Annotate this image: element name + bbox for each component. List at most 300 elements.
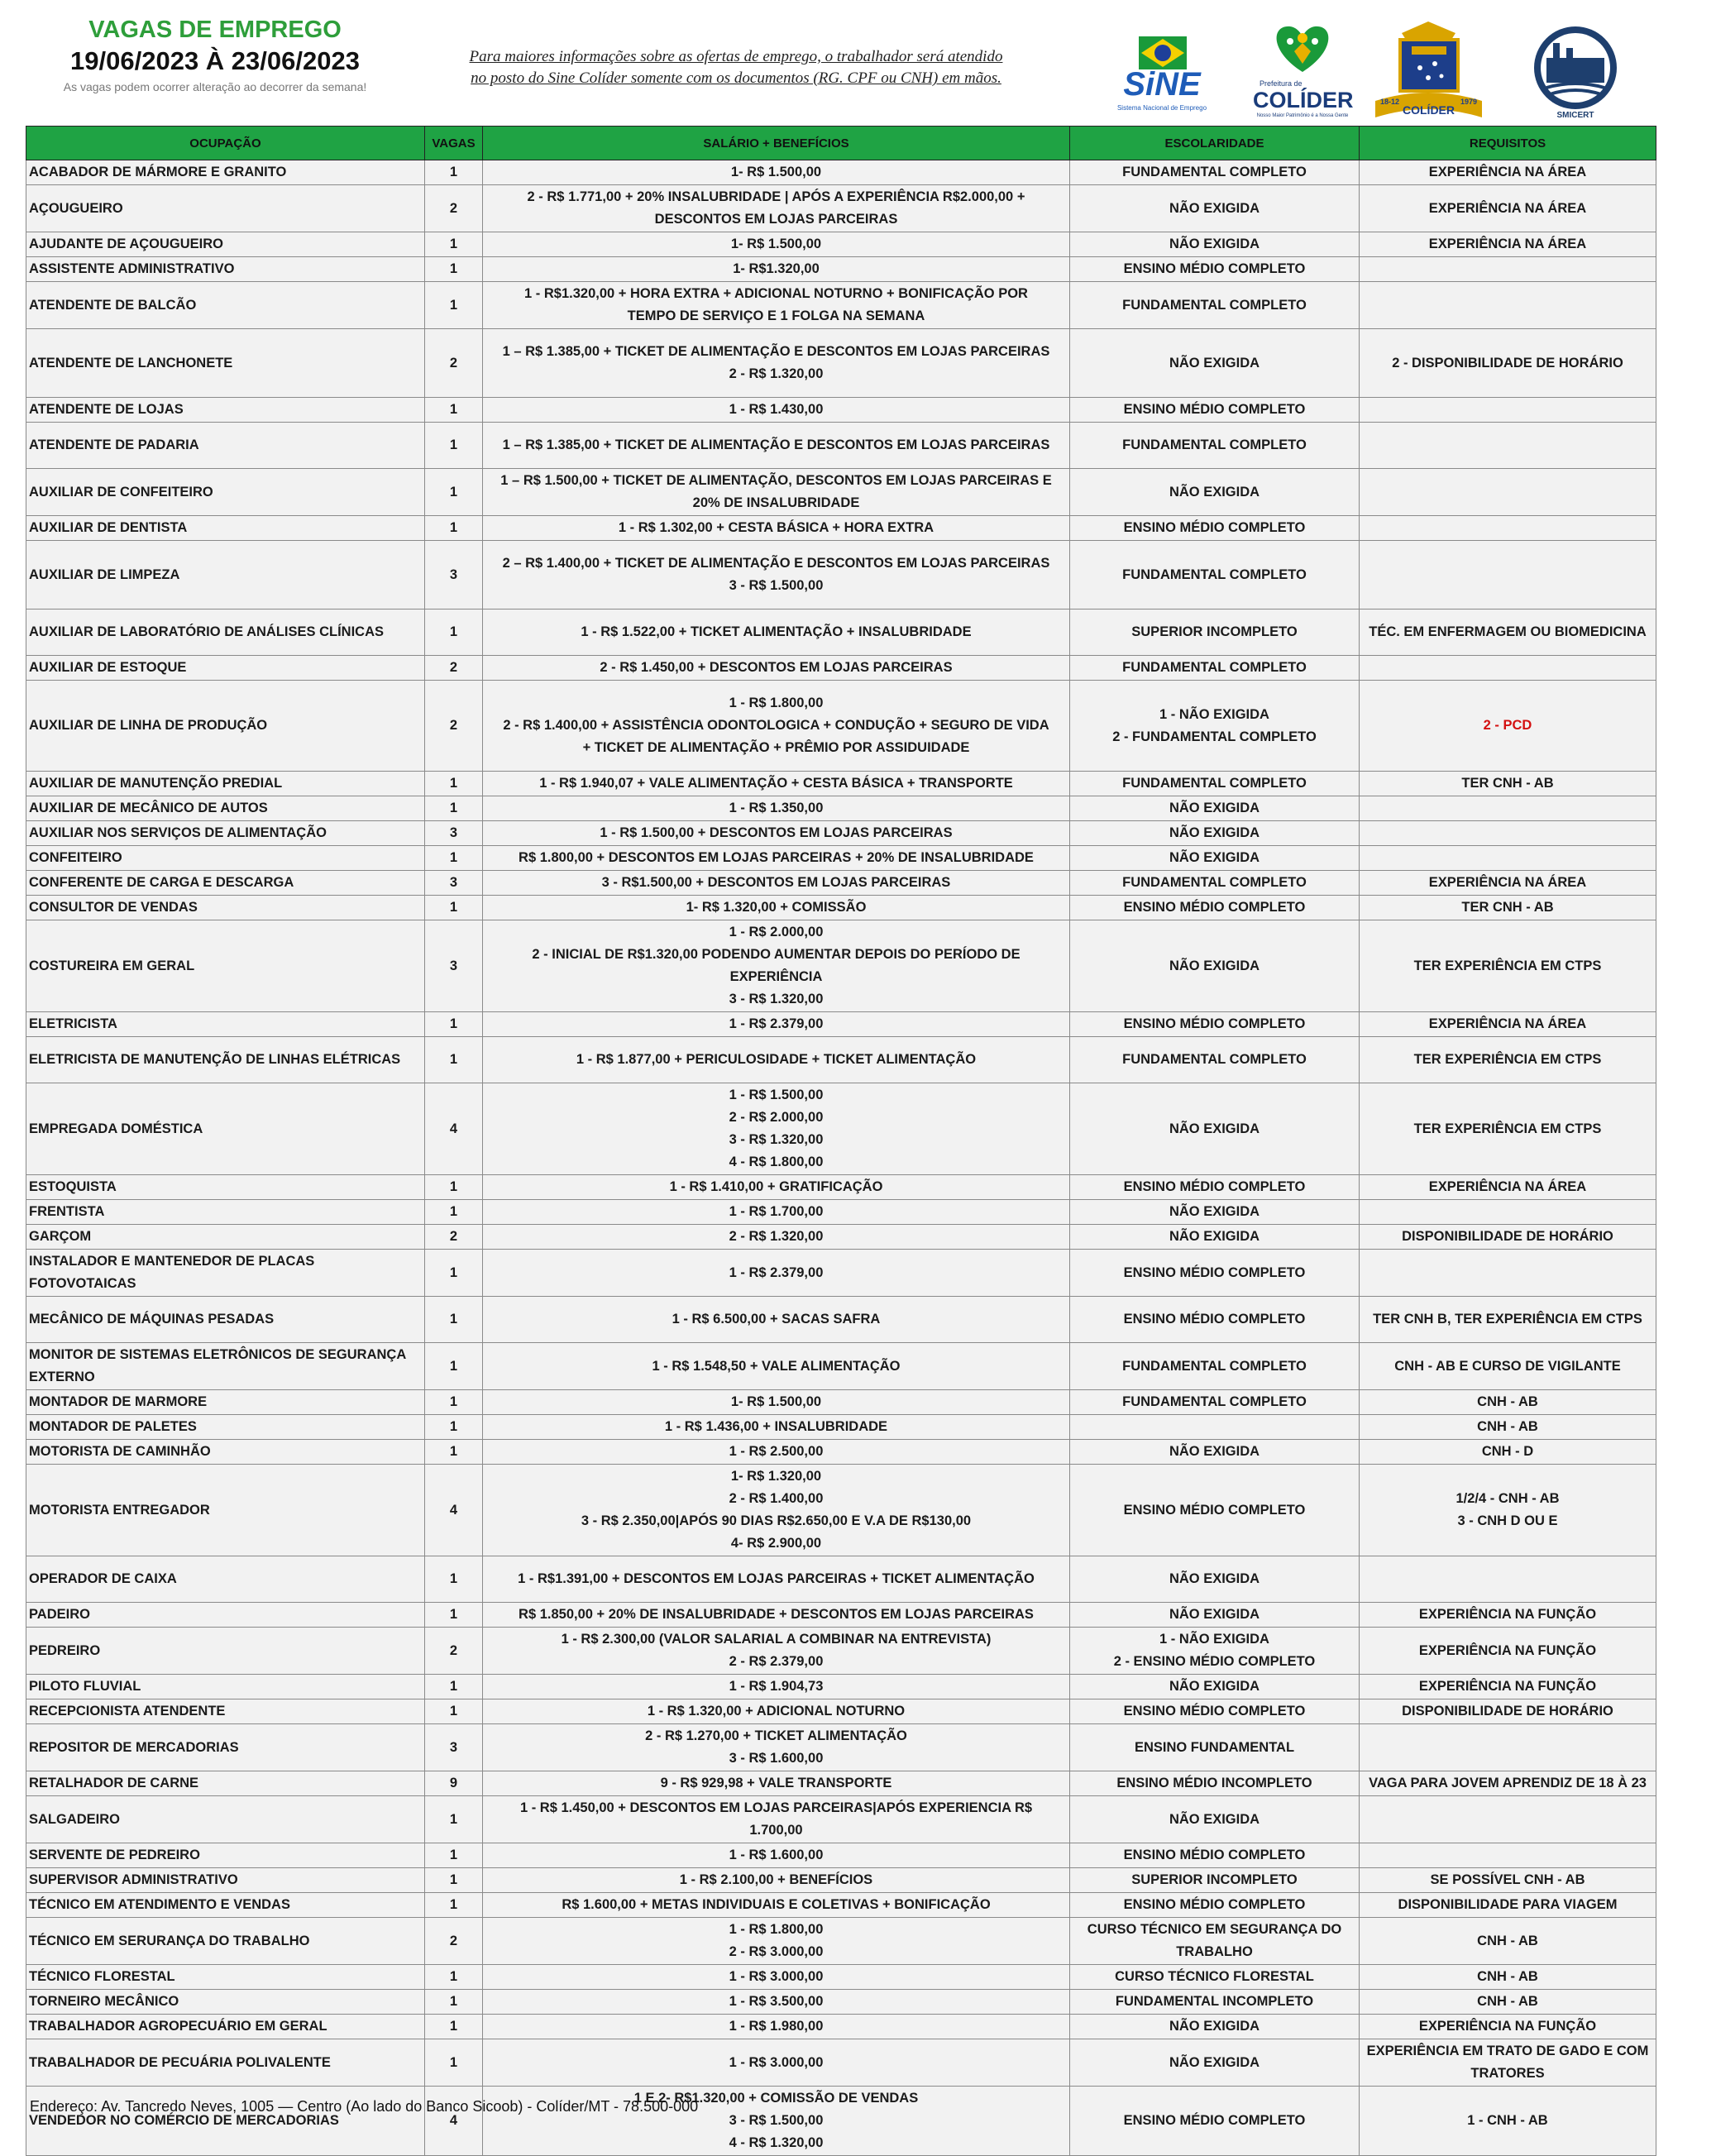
- salary-line: 2 - R$ 1.771,00 + 20% INSALUBRIDADE | APÓS A EXPERIÊNCIA R$2.000,00 +: [527, 189, 1025, 204]
- salary-cell: [483, 1918, 1070, 1965]
- table-row: [26, 772, 1656, 796]
- col-header-education: ESCOLARIDADE: [1070, 127, 1360, 160]
- education-cell: [1070, 1250, 1360, 1297]
- col-header-salary: SALÁRIO + BENEFÍCIOS: [483, 127, 1070, 160]
- vacancies-cell: 1: [425, 1250, 483, 1297]
- occupation-cell: RETALHADOR DE CARNE: [26, 1771, 425, 1796]
- requirements-cell: [1360, 1724, 1656, 1771]
- requirements-cell: [1360, 2087, 1656, 2156]
- salary-cell: [483, 398, 1070, 423]
- occupation-cell: ELETRICISTA DE MANUTENÇÃO DE LINHAS ELÉTRICAS: [26, 1037, 425, 1083]
- brasao-left-date: 18-12: [1380, 98, 1400, 106]
- salary-cell: [483, 821, 1070, 846]
- education-line: 1 - NÃO EXIGIDA: [1159, 706, 1269, 722]
- salary-line: 4 - R$ 1.320,00: [729, 2135, 824, 2150]
- requirement-line: CNH - AB: [1477, 1994, 1538, 2009]
- occupation-cell: MOTORISTA ENTREGADOR: [26, 1465, 425, 1556]
- salary-cell: [483, 1250, 1070, 1297]
- occupation-cell: CONFEITEIRO: [26, 846, 425, 871]
- table-row: [26, 1796, 1656, 1843]
- table-row: [26, 1083, 1656, 1175]
- requirement-line: 2 - PCD: [1483, 718, 1532, 733]
- requirements-cell: [1360, 796, 1656, 821]
- date-range: 19/06/2023 À 23/06/2023: [70, 46, 360, 75]
- vacancies-cell: 1: [425, 1843, 483, 1868]
- education-line: NÃO EXIGIDA: [1169, 801, 1260, 815]
- salary-cell: [483, 1465, 1070, 1556]
- salary-line: 1 - R$1.391,00 + DESCONTOS EM LOJAS PARCEIRAS + TICKET ALIMENTAÇÃO: [518, 1571, 1035, 1586]
- requirement-line: EXPERIÊNCIA EM TRATO DE GADO E COM: [1366, 2044, 1649, 2058]
- occupation-cell: CONFERENTE DE CARGA E DESCARGA: [26, 871, 425, 896]
- requirement-line: EXPERIÊNCIA NA FUNÇÃO: [1418, 2019, 1597, 2034]
- education-line: ENSINO MÉDIO COMPLETO: [1123, 402, 1306, 417]
- occupation-cell: ATENDENTE DE LOJAS: [26, 398, 425, 423]
- salary-cell: [483, 1699, 1070, 1724]
- requirements-cell: [1360, 821, 1656, 846]
- education-line: ENSINO MÉDIO COMPLETO: [1123, 1848, 1306, 1862]
- education-cell: [1070, 2039, 1360, 2087]
- occupation-cell: TORNEIRO MECÂNICO: [26, 1990, 425, 2015]
- salary-line: 9 - R$ 929,98 + VALE TRANSPORTE: [660, 1776, 892, 1790]
- education-cell: [1070, 1200, 1360, 1225]
- vacancies-cell: 3: [425, 821, 483, 846]
- occupation-cell: RECEPCIONISTA ATENDENTE: [26, 1699, 425, 1724]
- vacancies-cell: 1: [425, 1603, 483, 1628]
- occupation-cell: COSTUREIRA EM GERAL: [26, 920, 425, 1012]
- occupation-cell: ACABADOR DE MÁRMORE E GRANITO: [26, 160, 425, 185]
- vacancies-cell: 1: [425, 1343, 483, 1390]
- education-cell: [1070, 516, 1360, 541]
- education-cell: [1070, 1628, 1360, 1675]
- occupation-cell: TÉCNICO EM ATENDIMENTO E VENDAS: [26, 1893, 425, 1918]
- occupation-cell: AUXILIAR DE ESTOQUE: [26, 656, 425, 681]
- occupation-cell: AUXILIAR DE LINHA DE PRODUÇÃO: [26, 681, 425, 772]
- table-row: [26, 2087, 1656, 2156]
- vacancies-cell: 3: [425, 541, 483, 610]
- salary-line: 1- R$ 1.500,00: [730, 237, 822, 251]
- table-row: [26, 469, 1656, 516]
- requirements-cell: [1360, 1918, 1656, 1965]
- vacancies-cell: 3: [425, 920, 483, 1012]
- requirement-line: EXPERIÊNCIA NA ÁREA: [1428, 1016, 1587, 1031]
- salary-line: DESCONTOS EM LOJAS PARCEIRAS: [654, 212, 898, 227]
- requirements-cell: [1360, 1675, 1656, 1699]
- table-row: [26, 232, 1656, 257]
- requirements-cell: [1360, 1556, 1656, 1603]
- salary-line: 1 - R$ 2.379,00: [729, 1264, 824, 1280]
- salary-cell: [483, 2039, 1070, 2087]
- education-line: ENSINO FUNDAMENTAL: [1134, 1739, 1295, 1755]
- salary-cell: [483, 1343, 1070, 1390]
- salary-cell: [483, 257, 1070, 282]
- occupation-cell: MONTADOR DE MARMORE: [26, 1390, 425, 1415]
- table-row: [26, 1037, 1656, 1083]
- salary-line: 1 - R$ 2.500,00: [729, 1444, 824, 1459]
- salary-cell: [483, 185, 1070, 232]
- requirements-cell: [1360, 846, 1656, 871]
- requirement-line: CNH - D: [1481, 1444, 1534, 1459]
- requirements-cell: [1360, 656, 1656, 681]
- requirements-cell: [1360, 1893, 1656, 1918]
- requirement-line: CNH - AB: [1477, 1933, 1538, 1948]
- vacancies-cell: 1: [425, 1415, 483, 1440]
- prefeitura-logo: [1253, 18, 1352, 124]
- requirement-line: 1/2/4 - CNH - AB: [1455, 1491, 1560, 1506]
- salary-line: 2 - R$ 2.379,00: [729, 1654, 824, 1669]
- page-title: VAGAS DE EMPREGO: [88, 17, 342, 43]
- education-line: ENSINO MÉDIO COMPLETO: [1123, 900, 1306, 915]
- table-row: [26, 329, 1656, 398]
- requirement-line: CNH - AB: [1477, 1969, 1538, 1984]
- salary-cell: [483, 1868, 1070, 1893]
- table-row: [26, 821, 1656, 846]
- vacancies-cell: 4: [425, 2087, 483, 2156]
- salary-cell: [483, 2087, 1070, 2156]
- requirements-cell: [1360, 1699, 1656, 1724]
- salary-cell: [483, 610, 1070, 656]
- education-cell: [1070, 1225, 1360, 1250]
- salary-line: R$ 1.800,00 + DESCONTOS EM LOJAS PARCEIRAS + 20% DE INSALUBRIDADE: [519, 850, 1034, 865]
- education-line: FUNDAMENTAL COMPLETO: [1122, 297, 1307, 313]
- requirement-line: EXPERIÊNCIA NA FUNÇÃO: [1418, 1679, 1597, 1694]
- education-line: ENSINO MÉDIO COMPLETO: [1123, 261, 1306, 276]
- salary-line: 1 - R$ 3.500,00: [729, 1994, 824, 2009]
- salary-cell: [483, 1175, 1070, 1200]
- salary-line: 2 - R$ 1.450,00 + DESCONTOS EM LOJAS PARCEIRAS: [600, 660, 953, 675]
- education-line: ENSINO MÉDIO COMPLETO: [1123, 2113, 1306, 2128]
- requirements-cell: [1360, 1012, 1656, 1037]
- requirements-cell: [1360, 398, 1656, 423]
- requirement-line: EXPERIÊNCIA NA FUNÇÃO: [1418, 1607, 1597, 1622]
- vacancies-cell: 1: [425, 160, 483, 185]
- education-line: FUNDAMENTAL COMPLETO: [1122, 776, 1307, 791]
- education-cell: [1070, 469, 1360, 516]
- salary-line: R$ 1.850,00 + 20% DE INSALUBRIDADE + DESCONTOS EM LOJAS PARCEIRAS: [519, 1607, 1034, 1622]
- table-row: [26, 920, 1656, 1012]
- occupation-cell: AUXILIAR DE LABORATÓRIO DE ANÁLISES CLÍNICAS: [26, 610, 425, 656]
- education-cell: [1070, 2015, 1360, 2039]
- occupation-cell: ESTOQUISTA: [26, 1175, 425, 1200]
- vacancies-cell: 1: [425, 1965, 483, 1990]
- education-line: ENSINO MÉDIO COMPLETO: [1123, 1897, 1306, 1912]
- occupation-cell: INSTALADOR E MANTENEDOR DE PLACAS FOTOVOTAICAS: [26, 1250, 425, 1297]
- table-row: [26, 185, 1656, 232]
- education-cell: [1070, 681, 1360, 772]
- education-line: NÃO EXIGIDA: [1169, 1121, 1260, 1136]
- education-line: NÃO EXIGIDA: [1169, 2054, 1260, 2070]
- gear-factory-icon: [1522, 18, 1629, 113]
- vacancies-cell: 1: [425, 1556, 483, 1603]
- vacancies-cell: 2: [425, 1628, 483, 1675]
- salary-line: 2 - R$ 2.000,00: [729, 1110, 824, 1125]
- salary-line: 1 - R$ 2.100,00 + BENEFÍCIOS: [679, 1872, 873, 1887]
- table-row: [26, 1250, 1656, 1297]
- education-cell: [1070, 257, 1360, 282]
- requirement-line: TRATORES: [1470, 2066, 1545, 2081]
- requirements-cell: [1360, 1440, 1656, 1465]
- requirement-line: 2 - DISPONIBILIDADE DE HORÁRIO: [1392, 355, 1623, 370]
- education-line: ENSINO MÉDIO COMPLETO: [1123, 1502, 1306, 1518]
- education-cell: [1070, 2087, 1360, 2156]
- table-row: [26, 1225, 1656, 1250]
- requirements-cell: [1360, 541, 1656, 610]
- vacancies-cell: 1: [425, 282, 483, 329]
- requirement-line: TER CNH B, TER EXPERIÊNCIA EM CTPS: [1373, 1312, 1642, 1327]
- requirement-line: DISPONIBILIDADE PARA VIAGEM: [1398, 1897, 1618, 1912]
- salary-cell: [483, 1415, 1070, 1440]
- occupation-cell: ATENDENTE DE PADARIA: [26, 423, 425, 469]
- requirement-line: TER EXPERIÊNCIA EM CTPS: [1413, 1121, 1602, 1136]
- brasao-right-date: 1979: [1460, 98, 1477, 106]
- occupation-cell: MONTADOR DE PALETES: [26, 1415, 425, 1440]
- salary-line: 1 - R$ 1.500,00: [729, 1088, 824, 1102]
- education-cell: [1070, 1990, 1360, 2015]
- table-row: [26, 1918, 1656, 1965]
- vacancies-cell: 9: [425, 1771, 483, 1796]
- salary-line: 3 - R$ 1.600,00: [729, 1751, 824, 1766]
- education-line: ENSINO MÉDIO COMPLETO: [1123, 1312, 1306, 1327]
- requirements-cell: [1360, 232, 1656, 257]
- requirement-line: TER CNH - AB: [1461, 900, 1554, 915]
- requirements-cell: [1360, 1415, 1656, 1440]
- requirement-line: EXPERIÊNCIA NA ÁREA: [1428, 165, 1587, 179]
- salary-line: 2 - R$ 1.400,00 + ASSISTÊNCIA ODONTOLOGICA + CONDUÇÃO + SEGURO DE VIDA: [503, 718, 1049, 733]
- requirements-cell: [1360, 1603, 1656, 1628]
- education-cell: [1070, 232, 1360, 257]
- vacancies-cell: 2: [425, 185, 483, 232]
- education-line: ENSINO MÉDIO COMPLETO: [1123, 1016, 1306, 1031]
- education-line: TRABALHO: [1176, 1944, 1253, 1959]
- sine-wordmark: SiNE: [1123, 66, 1201, 103]
- salary-cell: [483, 1556, 1070, 1603]
- requirements-cell: [1360, 1175, 1656, 1200]
- vacancies-cell: 1: [425, 610, 483, 656]
- salary-line: 1 - R$ 1.548,50 + VALE ALIMENTAÇÃO: [652, 1358, 901, 1374]
- table-row: [26, 1343, 1656, 1390]
- salary-line: 1 – R$ 1.385,00 + TICKET DE ALIMENTAÇÃO E DESCONTOS EM LOJAS PARCEIRAS: [502, 344, 1050, 359]
- education-line: NÃO EXIGIDA: [1169, 2019, 1260, 2034]
- occupation-cell: ELETRICISTA: [26, 1012, 425, 1037]
- education-line: NÃO EXIGIDA: [1169, 1607, 1260, 1622]
- education-cell: [1070, 772, 1360, 796]
- requirements-cell: [1360, 1200, 1656, 1225]
- table-row: [26, 1628, 1656, 1675]
- education-line: FUNDAMENTAL INCOMPLETO: [1115, 1994, 1314, 2009]
- requirement-line: TÉC. EM ENFERMAGEM OU BIOMEDICINA: [1369, 624, 1647, 639]
- occupation-cell: ASSISTENTE ADMINISTRATIVO: [26, 257, 425, 282]
- vacancies-cell: 1: [425, 1037, 483, 1083]
- salary-line: 1 - R$ 6.500,00 + SACAS SAFRA: [672, 1312, 881, 1327]
- requirement-line: 1 - CNH - AB: [1467, 2113, 1548, 2128]
- education-line: FUNDAMENTAL COMPLETO: [1122, 1394, 1307, 1409]
- salary-line: 1 - R$ 1.500,00 + DESCONTOS EM LOJAS PARCEIRAS: [600, 825, 953, 840]
- requirements-cell: [1360, 610, 1656, 656]
- requirement-line: DISPONIBILIDADE DE HORÁRIO: [1402, 1704, 1613, 1719]
- salary-cell: [483, 541, 1070, 610]
- requirement-line: VAGA PARA JOVEM APRENDIZ DE 18 À 23: [1369, 1776, 1647, 1790]
- table-row: [26, 1675, 1656, 1699]
- salary-line: 1 - R$ 1.522,00 + TICKET ALIMENTAÇÃO + INSALUBRIDADE: [581, 624, 972, 639]
- salary-cell: [483, 681, 1070, 772]
- vacancies-cell: 1: [425, 1390, 483, 1415]
- prefeitura-slogan: Nosso Maior Patrimônio é a Nossa Gente: [1256, 113, 1349, 118]
- table-row: [26, 1724, 1656, 1771]
- requirements-cell: [1360, 516, 1656, 541]
- vacancies-cell: 4: [425, 1083, 483, 1175]
- requirement-line: CNH - AB: [1477, 1419, 1538, 1434]
- vacancies-cell: 1: [425, 1012, 483, 1037]
- education-cell: [1070, 920, 1360, 1012]
- salary-cell: [483, 1037, 1070, 1083]
- salary-cell: [483, 329, 1070, 398]
- education-line: FUNDAMENTAL COMPLETO: [1122, 566, 1307, 582]
- education-cell: [1070, 1893, 1360, 1918]
- salary-line: 2 - R$ 1.320,00: [729, 366, 824, 381]
- education-line: CURSO TÉCNICO EM SEGURANÇA DO: [1087, 1922, 1342, 1937]
- table-row: [26, 846, 1656, 871]
- education-cell: [1070, 1675, 1360, 1699]
- education-cell: [1070, 1465, 1360, 1556]
- table-row: [26, 257, 1656, 282]
- salary-cell: [483, 423, 1070, 469]
- education-cell: [1070, 1083, 1360, 1175]
- requirements-cell: [1360, 1390, 1656, 1415]
- salary-cell: [483, 1083, 1070, 1175]
- vacancies-cell: 2: [425, 681, 483, 772]
- heart-people-icon: [1253, 18, 1352, 76]
- education-line: 1 - NÃO EXIGIDA: [1159, 1632, 1269, 1647]
- education-line: 2 - ENSINO MÉDIO COMPLETO: [1113, 1654, 1316, 1669]
- salary-cell: [483, 1297, 1070, 1343]
- occupation-cell: SUPERVISOR ADMINISTRATIVO: [26, 1868, 425, 1893]
- requirements-cell: [1360, 423, 1656, 469]
- salary-line: 2 - R$ 1.270,00 + TICKET ALIMENTAÇÃO: [645, 1728, 907, 1743]
- occupation-cell: ATENDENTE DE BALCÃO: [26, 282, 425, 329]
- requirements-cell: [1360, 1868, 1656, 1893]
- salary-line: 1 - R$ 1.302,00 + CESTA BÁSICA + HORA EXTRA: [618, 520, 934, 535]
- table-row: [26, 1175, 1656, 1200]
- occupation-cell: OPERADOR DE CAIXA: [26, 1556, 425, 1603]
- salary-line: 1 - R$ 2.000,00: [729, 925, 824, 939]
- education-line: NÃO EXIGIDA: [1169, 484, 1260, 500]
- prefeitura-small-label: Prefeitura de: [1260, 79, 1303, 88]
- requirements-cell: [1360, 1083, 1656, 1175]
- education-line: ENSINO MÉDIO COMPLETO: [1123, 1179, 1306, 1194]
- education-cell: [1070, 1440, 1360, 1465]
- requirements-cell: [1360, 1843, 1656, 1868]
- occupation-cell: REPOSITOR DE MERCADORIAS: [26, 1724, 425, 1771]
- education-cell: [1070, 1771, 1360, 1796]
- occupation-cell: PEDREIRO: [26, 1628, 425, 1675]
- salary-line: 1 - R$1.320,00 + HORA EXTRA + ADICIONAL NOTURNO + BONIFICAÇÃO POR: [524, 286, 1028, 301]
- requirements-cell: [1360, 469, 1656, 516]
- table-row: [26, 1556, 1656, 1603]
- requirements-cell: [1360, 2015, 1656, 2039]
- title-block: [33, 15, 397, 96]
- vacancies-cell: 1: [425, 423, 483, 469]
- requirement-line: TER EXPERIÊNCIA EM CTPS: [1413, 1052, 1602, 1067]
- salary-cell: [483, 656, 1070, 681]
- table-row: [26, 282, 1656, 329]
- requirements-cell: [1360, 185, 1656, 232]
- salary-cell: [483, 871, 1070, 896]
- col-header-occupation: OCUPAÇÃO: [26, 127, 425, 160]
- vacancies-cell: 2: [425, 1918, 483, 1965]
- education-line: ENSINO MÉDIO INCOMPLETO: [1116, 1776, 1312, 1790]
- vacancies-cell: 2: [425, 656, 483, 681]
- salary-line: 1 - R$ 1.904,73: [729, 1679, 824, 1694]
- education-cell: [1070, 1868, 1360, 1893]
- requirements-cell: [1360, 1796, 1656, 1843]
- table-header-row: [26, 127, 1656, 160]
- table-row: [26, 541, 1656, 610]
- salary-cell: [483, 160, 1070, 185]
- vacancies-cell: 1: [425, 398, 483, 423]
- education-line: NÃO EXIGIDA: [1169, 825, 1260, 840]
- occupation-cell: AUXILIAR DE CONFEITEIRO: [26, 469, 425, 516]
- occupation-cell: FRENTISTA: [26, 1200, 425, 1225]
- sine-logo: [1112, 18, 1212, 124]
- requirements-cell: [1360, 896, 1656, 920]
- salary-line: 2 – R$ 1.400,00 + TICKET DE ALIMENTAÇÃO E DESCONTOS EM LOJAS PARCEIRAS: [502, 556, 1050, 571]
- occupation-cell: AUXILIAR DE DENTISTA: [26, 516, 425, 541]
- table-row: [26, 2039, 1656, 2087]
- salary-cell: [483, 920, 1070, 1012]
- page-header: [0, 0, 1716, 126]
- salary-line: 1- R$ 1.320,00: [730, 1469, 822, 1484]
- vacancies-cell: 1: [425, 796, 483, 821]
- education-line: NÃO EXIGIDA: [1169, 1811, 1260, 1827]
- salary-line: 3 - R$ 2.350,00|APÓS 90 DIAS R$2.650,00 E V.A DE R$130,00: [581, 1513, 972, 1528]
- occupation-cell: SERVENTE DE PEDREIRO: [26, 1843, 425, 1868]
- education-line: ENSINO MÉDIO COMPLETO: [1123, 1264, 1306, 1280]
- table-row: [26, 1771, 1656, 1796]
- vacancies-cell: 4: [425, 1465, 483, 1556]
- table-row: [26, 160, 1656, 185]
- smicert-logo: [1522, 18, 1629, 124]
- table-row: [26, 1868, 1656, 1893]
- salary-line: 3 - R$ 1.500,00: [729, 2113, 824, 2128]
- sine-subtitle: Sistema Nacional de Emprego: [1116, 104, 1207, 112]
- salary-cell: [483, 1012, 1070, 1037]
- requirement-line: CNH - AB: [1477, 1394, 1538, 1409]
- salary-cell: [483, 1893, 1070, 1918]
- col-header-requirements: REQUISITOS: [1360, 127, 1656, 160]
- brasao-band-text: COLÍDER: [1403, 103, 1455, 117]
- table-row: [26, 1603, 1656, 1628]
- vacancies-cell: 1: [425, 257, 483, 282]
- requirement-line: DISPONIBILIDADE DE HORÁRIO: [1402, 1229, 1613, 1244]
- education-line: NÃO EXIGIDA: [1169, 237, 1260, 251]
- vacancies-cell: 1: [425, 1297, 483, 1343]
- table-body: [26, 160, 1656, 2156]
- occupation-cell: TRABALHADOR DE PECUÁRIA POLIVALENTE: [26, 2039, 425, 2087]
- vacancies-cell: 1: [425, 1699, 483, 1724]
- education-cell: [1070, 1603, 1360, 1628]
- salary-line: 1 - R$ 1.940,07 + VALE ALIMENTAÇÃO + CESTA BÁSICA + TRANSPORTE: [539, 776, 1013, 791]
- requirement-line: TER EXPERIÊNCIA EM CTPS: [1413, 958, 1602, 973]
- education-cell: [1070, 1796, 1360, 1843]
- occupation-cell: EMPREGADA DOMÉSTICA: [26, 1083, 425, 1175]
- occupation-cell: AÇOUGUEIRO: [26, 185, 425, 232]
- salary-line: 4- R$ 2.900,00: [730, 1536, 822, 1551]
- requirement-line: SE POSSÍVEL CNH - AB: [1430, 1872, 1585, 1887]
- education-cell: [1070, 329, 1360, 398]
- table-row: [26, 1893, 1656, 1918]
- vacancies-cell: 2: [425, 329, 483, 398]
- education-line: FUNDAMENTAL COMPLETO: [1122, 660, 1307, 675]
- salary-line: 2 - INICIAL DE R$1.320,00 PODENDO AUMENTAR DEPOIS DO PERÍODO DE: [532, 947, 1021, 962]
